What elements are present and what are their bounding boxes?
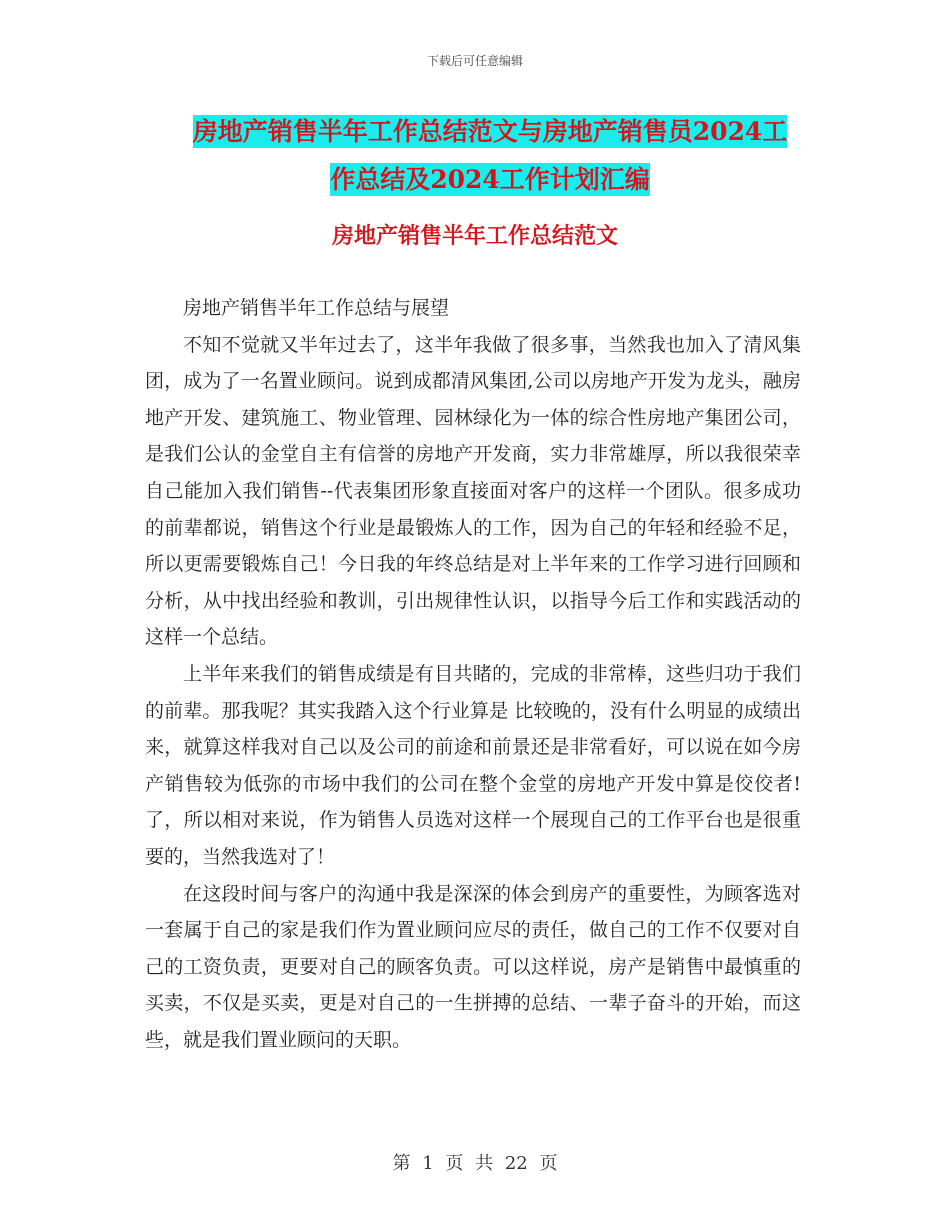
- paragraph: 上半年来我们的销售成绩是有目共睹的，完成的非常棒，这些归功于我们的前辈。那我呢？其实我踏入这个行业算是 比较晚的，没有什么明显的成绩出来，就算这样我对自己以及公司的前途和前景还是非常看好，可以说在如今房产销售较为低弥的市场中我们的公司在整个金堂的房地产开发中算是佼佼者!了，所以相对来说，作为销售人员选对这样一个展现自己的工作平台也是很重要的，当然我选对了！: [145, 662, 801, 868]
- page-header-note: 下载后可任意编辑: [426, 54, 523, 68]
- section-title: 房地产销售半年工作总结范文: [331, 223, 618, 249]
- document-title-line-1: 房地产销售半年工作总结范文与房地产销售员2024工: [192, 117, 788, 146]
- document-body: [145, 290, 801, 1058]
- paragraph: 不知不觉就又半年过去了，这半年我做了很多事，当然我也加入了清风集团，成为了一名置业顾问。说到成都清风集团,公司以房地产开发为龙头，融房地产开发、建筑施工、物业管理、园林绿化为一体的综合性房地产集团公司，是我们公认的金堂自主有信誉的房地产开发商，实力非常雄厚，所以我很荣幸自己能加入我们销售--代表集团形象直接面对客户的这样一个团队。很多成功的前辈都说，销售这个行业是最锻炼人的工作，因为自己的年轻和经验不足，所以更需要锻炼自己！今日我的年终总结是对上半年来的工作学习进行回顾和分析，从中找出经验和教训，引出规律性认识，以指导今后工作和实践活动的这样一个总结。: [145, 333, 801, 649]
- paragraph-subtitle: 房地产销售半年工作总结与展望: [183, 297, 450, 319]
- document-title-line-2: 作总结及2024工作计划汇编: [330, 165, 650, 194]
- page-number-footer: 第 1 页 共 22 页: [392, 1153, 558, 1174]
- document-title: [140, 108, 840, 204]
- paragraph: 在这段时间与客户的沟通中我是深深的体会到房产的重要性，为顾客选对一套属于自己的家是我们作为置业顾问应尽的责任，做自己的工作不仅要对自己的工资负责，更要对自己的顾客负责。可以这样说，房产是销售中最慎重的买卖，不仅是买卖，更是对自己的一生拼搏的总结、一辈子奋斗的开始，而这些，就是我们置业顾问的天职。: [145, 882, 801, 1051]
